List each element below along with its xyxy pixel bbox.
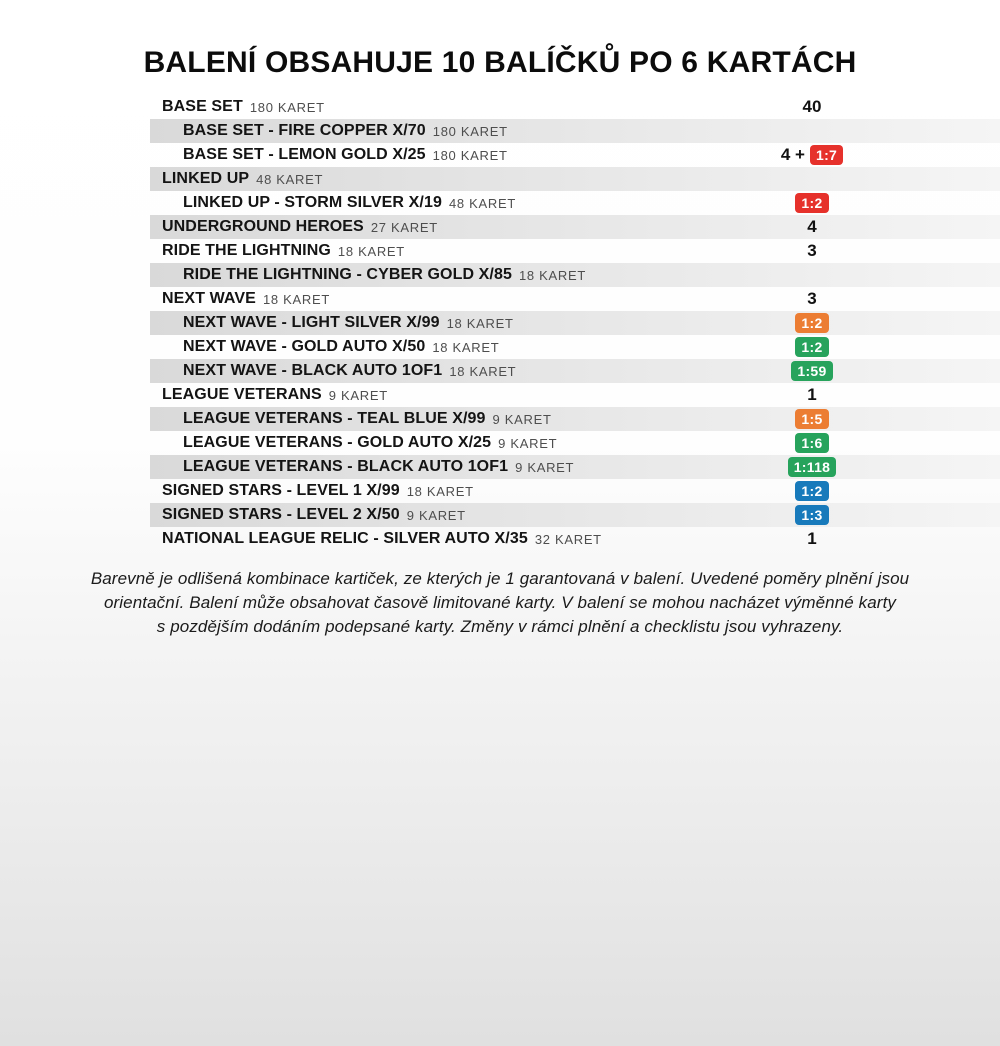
table-row <box>150 143 1000 167</box>
disclaimer-line-1: Barevně je odlišená kombinace kartiček, ze kterých je 1 garantovaná v balení. Uvedené poměry plnění jsou <box>90 569 910 588</box>
row-card-count-label: 180 KARET <box>432 147 508 163</box>
row-value <box>762 311 862 335</box>
row-count: 4 <box>807 217 817 236</box>
disclaimer-line-2: orientační. Balení může obsahovat časově limitované karty. V balení se mohou nacházet výměnné karty <box>103 593 896 613</box>
row-label: BASE SET - LEMON GOLD X/25 <box>183 146 426 163</box>
row-card-count-label: 32 KARET <box>534 531 602 547</box>
row-label: LEAGUE VETERANS - GOLD AUTO X/25 <box>183 434 492 451</box>
table-row <box>150 359 1000 383</box>
orange-ratio-badge: 1:2 <box>795 313 828 333</box>
table-row <box>150 263 1000 287</box>
row-count: 1 <box>807 385 817 404</box>
row-value <box>762 239 862 263</box>
table-row <box>150 239 1000 263</box>
row-label: BASE SET - FIRE COPPER X/70 <box>183 122 426 139</box>
row-value <box>762 455 862 479</box>
row-card-count-label: 18 KARET <box>337 243 405 259</box>
row-count: 4 + <box>780 145 805 164</box>
row-count: 3 <box>807 289 817 308</box>
row-label: LEAGUE VETERANS <box>162 386 322 403</box>
row-label: LEAGUE VETERANS - BLACK AUTO 1OF1 <box>183 458 509 475</box>
table-row <box>150 95 1000 119</box>
table-row <box>150 311 1000 335</box>
row-label: NATIONAL LEAGUE RELIC - SILVER AUTO X/35 <box>162 530 528 547</box>
row-label: LINKED UP <box>162 170 250 187</box>
row-card-count-label: 18 KARET <box>406 483 474 499</box>
row-card-count-label: 18 KARET <box>518 267 586 283</box>
row-label: UNDERGROUND HEROES <box>162 218 364 235</box>
blue-ratio-badge: 1:2 <box>795 481 828 501</box>
row-label: NEXT WAVE - GOLD AUTO X/50 <box>183 338 426 355</box>
row-count: 3 <box>807 241 817 260</box>
row-label: NEXT WAVE - BLACK AUTO 1OF1 <box>183 362 443 379</box>
row-card-count-label: 180 KARET <box>249 99 325 115</box>
row-label: SIGNED STARS - LEVEL 1 X/99 <box>162 482 400 499</box>
green-ratio-badge: 1:6 <box>795 433 828 453</box>
row-label: LINKED UP - STORM SILVER X/19 <box>183 194 442 211</box>
table-row <box>150 383 1000 407</box>
row-label: RIDE THE LIGHTNING - CYBER GOLD X/85 <box>183 266 512 283</box>
row-value <box>762 143 862 167</box>
row-card-count-label: 9 KARET <box>515 459 575 475</box>
row-card-count-label: 180 KARET <box>432 123 508 139</box>
green-ratio-badge: 1:59 <box>791 361 832 381</box>
table-row <box>150 503 1000 527</box>
row-value <box>762 359 862 383</box>
row-value <box>762 431 862 455</box>
row-value <box>762 119 862 143</box>
row-value <box>762 335 862 359</box>
table-row <box>150 527 1000 551</box>
row-count: 40 <box>802 97 822 116</box>
row-card-count-label: 9 KARET <box>328 387 388 403</box>
table-row <box>150 167 1000 191</box>
row-card-count-label: 18 KARET <box>449 363 517 379</box>
row-card-count-label: 18 KARET <box>446 315 514 331</box>
orange-ratio-badge: 1:5 <box>795 409 828 429</box>
row-card-count-label: 18 KARET <box>262 291 330 307</box>
disclaimer-line-3: s pozdějším dodáním podepsané karty. Změny v rámci plnění a checklistu jsou vyhrazeny. <box>156 617 844 637</box>
row-value <box>762 479 862 503</box>
table-row <box>150 479 1000 503</box>
row-card-count-label: 9 KARET <box>492 411 552 427</box>
green-ratio-badge: 1:118 <box>788 457 837 477</box>
green-ratio-badge: 1:2 <box>795 337 828 357</box>
table-row <box>150 455 1000 479</box>
row-value <box>762 383 862 407</box>
page-title: BALENÍ OBSAHUJE 10 BALÍČKŮ PO 6 KARTÁCH <box>143 46 857 79</box>
row-value <box>762 287 862 311</box>
table-row <box>150 335 1000 359</box>
row-value <box>762 263 862 287</box>
row-value <box>762 191 862 215</box>
disclaimer-text <box>55 567 945 639</box>
table-row <box>150 215 1000 239</box>
row-card-count-label: 48 KARET <box>256 171 324 187</box>
row-label: RIDE THE LIGHTNING <box>162 242 331 259</box>
row-value <box>762 527 862 551</box>
row-label: BASE SET <box>162 98 243 115</box>
row-value <box>762 167 862 191</box>
red-ratio-badge: 1:2 <box>795 193 828 213</box>
row-value <box>762 95 862 119</box>
row-value <box>762 407 862 431</box>
row-card-count-label: 18 KARET <box>432 339 500 355</box>
pack-contents-table <box>150 95 1000 551</box>
row-label: SIGNED STARS - LEVEL 2 X/50 <box>162 506 400 523</box>
row-label: LEAGUE VETERANS - TEAL BLUE X/99 <box>183 410 486 427</box>
table-row <box>150 191 1000 215</box>
row-card-count-label: 27 KARET <box>370 219 438 235</box>
table-row <box>150 431 1000 455</box>
table-row <box>150 287 1000 311</box>
red-ratio-badge: 1:7 <box>810 145 843 165</box>
row-card-count-label: 48 KARET <box>448 195 516 211</box>
row-label: NEXT WAVE <box>162 290 256 307</box>
row-value <box>762 215 862 239</box>
row-card-count-label: 9 KARET <box>406 507 466 523</box>
row-count: 1 <box>807 529 817 548</box>
row-label: NEXT WAVE - LIGHT SILVER X/99 <box>183 314 440 331</box>
row-card-count-label: 9 KARET <box>498 435 558 451</box>
row-value <box>762 503 862 527</box>
table-row <box>150 407 1000 431</box>
blue-ratio-badge: 1:3 <box>795 505 828 525</box>
table-row <box>150 119 1000 143</box>
